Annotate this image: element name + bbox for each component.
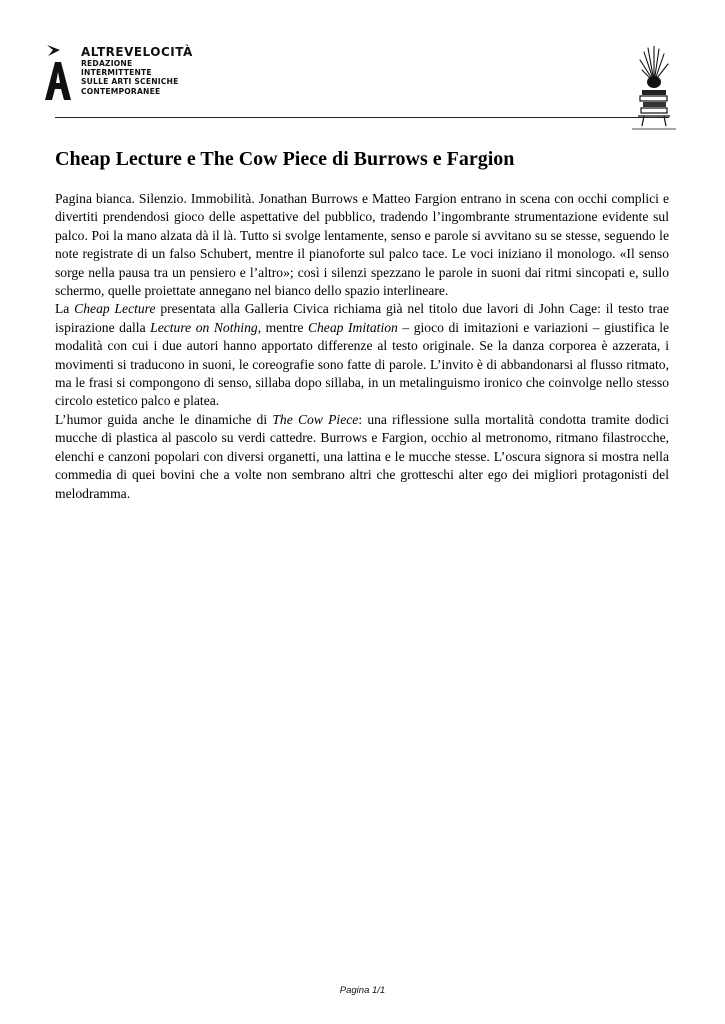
text-run: presentata alla Galleria Civica richiama già nel titolo due lavori di John Cage: il testo trae ispirazione dalla xyxy=(55,301,669,335)
text-run: : una riflessione sulla mortalità condotta tramite dodici mucche di plastica al pascolo su verdi cattedre. Burrows e Fargion, occhio al metronomo, ritmano filastrocche, elenchi e canzoni popolari con diversi organetti, una lattina e le mucche stesse. L’oscura signora si mostra nella commedia di quei bovini che a volte non sembrano altri che grotteschi alter ego dei migliori protagonisti del melodramma. xyxy=(55,411,669,501)
logo-subtitle-line: CONTEMPORANEE xyxy=(81,86,161,96)
page-header xyxy=(0,0,725,118)
work-title: Cheap Imitation xyxy=(307,319,398,335)
altrevelocita-logo-icon xyxy=(44,44,72,102)
article-title: Cheap Lecture e The Cow Piece di Burrows e Fargion xyxy=(55,148,515,170)
work-title: The Cow Piece xyxy=(272,411,359,427)
paragraph-1: Pagina bianca. Silenzio. Immobilità. Jonathan Burrows e Matteo Fargion entrano in scena con occhi complici e divertiti prendendosi gioco delle aspettative del pubblico, tradendo l’ingombrante strumentazione evidente sul palco. Poi la mano alzata dà il là. Tutto si svolge lentamente, senso e parole si avvitano su se stesse, seguendo le note registrate di un falso Schubert, mentre il pianoforte sul palco tace. Le voci iniziano il monologo. «Il senso sorge nella pausa tra un pensiero e l’altro»; così i silenzi spezzano le parole in suoni dai ritmi sincopati e, sullo schermo, quelle proiettate annegano nel bianco dello spazio interlineare. xyxy=(55,191,669,299)
logo-subtitle-line: SULLE ARTI SCENICHE xyxy=(81,77,179,87)
logo-subtitle-line: INTERMITTENTE xyxy=(81,68,152,78)
logo-wordmark xyxy=(81,46,193,96)
header-divider xyxy=(55,117,669,118)
text-run: – gioco di imitazioni e variazioni – giustifica le modalità con cui i due autori hanno apportato differenze al testo originale. Se la danza corporea è azzerata, i movimenti si traducono in suoni, le coreografie sono fatte di parole. L’invito è di abbandonarsi al flusso ritmato, ma le frasi si compongono di senso, sillaba dopo sillaba, in un metalinguismo ironico che coinvolge nello stesso circolo estetico palco e platea. xyxy=(55,319,670,409)
text-run: La xyxy=(55,301,75,317)
logo-subtitle-line: REDAZIONE xyxy=(81,59,133,68)
text-run: , mentre xyxy=(257,319,308,335)
logo-title: ALTREVELOCITÀ xyxy=(81,45,193,59)
work-title: Cheap Lecture xyxy=(74,301,156,317)
page-number: Pagina 1/1 xyxy=(339,985,386,996)
paragraph-2 xyxy=(55,300,669,410)
work-title: Lecture on Nothing xyxy=(150,319,258,335)
paragraph-3 xyxy=(55,411,669,503)
text-run: L’humor guida anche le dinamiche di xyxy=(55,411,273,427)
article-body xyxy=(55,190,669,503)
